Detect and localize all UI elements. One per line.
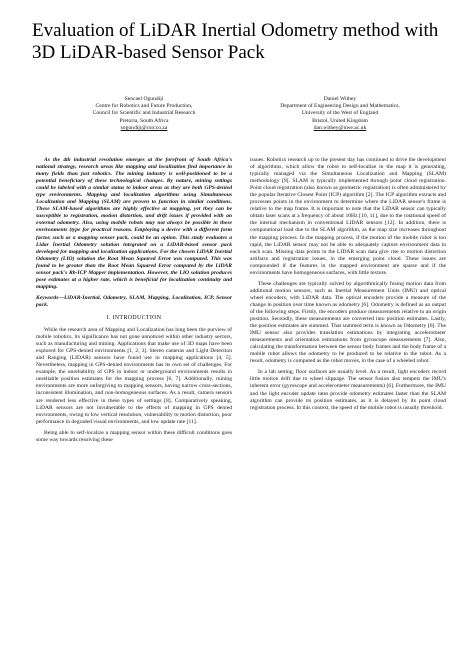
right-paragraph-2: These challenges are typically solved by algorithmically fusing motion data from additional motion sensors, such as Inertial Measurement Units (IMU) and optical wheel encoders, with LiDAR data. The optical encoders provide a measure of the change in position over time known as odometry [6]. Odometry is defined as an output of the following steps. Firstly, the encoders produce measurements relative to an origin position. Secondly, these measurements are converted into position estimates. Lastly, the position estimates are summed. That summed term is known as Odometry [6]. The IMU sensor also provides translation estimations by integrating accelerometer measurements and orientation estimations from gyroscope measurements [7]. Also, calculating the transformation between the sensor body frames and the body frame of a mobile robot allows the odometry to be produced to be relative to the robot. As a result, odometry is computed as the robot moves, in the case of a wheeled robot.	[250, 280, 446, 365]
section-heading-introduction: I. INTRODUCTION	[106, 314, 162, 321]
author-2-affiliation-2: University of the West of England	[301, 110, 379, 117]
keywords: Keywords—LiDAR-Inertial, Odometry, SLAM, Mapping, Localization, ICP, Sensor pack.	[36, 294, 232, 308]
author-2-city: Bristol, United Kingdom	[312, 117, 368, 124]
left-column	[36, 157, 232, 448]
author-1	[44, 96, 244, 132]
right-paragraph-3: In a lab setting, floor surfaces are usually level. As a result, light encoders record little motion drift due to wheel slippage. The sensor fusion also tempers the IMU's inherent error (gyroscope and accelerometer measurements) [6]. Furthermore, the IMU and the light encoder update rates provide odometry estimates faster than the SLAM algorithm can provide its position estimates, as it is delayed by its point cloud registration process. In this context, the speed of the mobile robot is usually threshold.	[250, 369, 446, 411]
author-1-city: Pretoria, South Africa	[119, 117, 169, 124]
author-1-email[interactable]: sogundiji@csir.co.za	[120, 124, 168, 131]
author-2-name: Daniel Withey	[323, 96, 357, 102]
author-2	[240, 96, 440, 132]
author-2-affiliation-1: Department of Engineering Design and Mathematics,	[280, 103, 400, 110]
abstract: As the 4th industrial revolution emerges at the forefront of South Africa's national strategy, research areas like mapping and localization find importance in many fields than just robotics. The mining industry is well-positioned to be a potential beneficiary of these technological changes. By nature, mining settings could be labeled with a similar status to indoor areas as they are both GPS-denied type environments. Mapping and localization algorithms using Simultaneous Localization and Mapping (SLAM) are proven to function in similar conditions. These SLAM-based algorithms are highly effective at mapping, yet they can be susceptible to registration, motion distortion, and drift issues if provided with an external odometry. Also, using mobile robots may not always be possible in these environments (type for practical reasons. Employing a device with a different form factor, such as a mapping sensor pack, could be an option. This study evaluates a Lidar Inertial Odometry solution integrated on a LiDAR-based sensor pack developed for mapping and localization applications. For the chosen LiDAR Inertial Odometry (LIO) solution the Root Mean Squared Error was computed. This was found to be greater than the Root Mean Squared Error computed by the LiDAR sensor pack's Rb-ICP Mapper implementation. However, the LIO solution produces pose estimates at a higher rate, which is beneficial for localization continuity and mapping.	[36, 157, 232, 290]
author-2-email[interactable]: dan.withey@uwe.ac.uk	[313, 124, 367, 131]
author-1-affiliation-1: Centre for Robotics and Future Production,	[95, 103, 193, 110]
paper-title: Evaluation of LiDAR Inertial Odometry method with 3D LiDAR-based Sensor Pack	[32, 20, 439, 63]
right-column	[250, 157, 446, 416]
left-paragraph-2: Being able to self-localize a mapping sensor within these difficult conditions goes some way towards resolving these	[36, 429, 232, 443]
left-paragraph-1: While the research area of Mapping and Localization has long been the purview of mobile robotics, its significance has not gone unnoticed within other industry sectors, such as manufacturing and mining. Applications that make use of 3D maps have been explored for GPS-denied environments [1, 2, 3]. Stereo cameras and Light Detection and Ranging (LIDAR) sensors have found use in mapping applications [4, 5]. Nevertheless, mapping in GPS-denied environments has its own set of challenges. For example, the unreliability of GPS in indoor or underground environments results in unreliable position estimates for the mapping process [6, 7]. Additionally, mining environments are more unforgiving to mapping sensors, having narrow cross-sections, inconsistent illumination, and non-homogeneous surfaces. As a result, camera sensors are rendered less effective in these types of settings [8]. Comparatively speaking, LiDAR sensors are not invulnerable to the effects of mapping in GPS denied environments, owing to low vertical resolution, vulnerability to motion distortion, poor performance in degraded visual environments, and low update rate [11].	[36, 327, 232, 425]
author-1-name: Sencael Ogundiji	[124, 96, 164, 102]
author-1-affiliation-2: Council for Scientific and Industrial Research	[92, 110, 196, 117]
right-paragraph-1: issues. Robotics research up to the present day has continued to drive the development of algorithms, which allow the robot to self-localize in the map it is generating, typically managed via the Simultaneous Localization and Mapping (SLAM) methodology [9]. SLAM is typically implemented through point cloud registration. Point cloud registration (also known as geometric registration) is often administered by the popular Iterative Closest Point (ICP) algorithm [2]. The ICP algorithm extracts and processes points in the environment to determine where the LiDAR sensor's frame is relative to the map frame. It is important to note that the LiDAR sensor can typically obtain laser scans at a frequency of about 10Hz [10, 11], due to the rotational speed of the internal mechanism in conventional LIDAR sensors [12]. In addition, there is computational load due to the SLAM algorithm, as the map size increases throughout the mapping process. In the mapping process, if the motion of the mobile robot is too rapid, the LiDAR sensor may not be able to adequately capture environment data in each scan. Missing data points in the LIDAR scan data give rise to motion distortion artifacts and registration issues, in the emerging point cloud. These issues are compounded if the features in the mapped environment are sparse and if the environments have homogeneous surfaces, with little texture.	[250, 157, 446, 276]
author-block	[0, 96, 474, 146]
